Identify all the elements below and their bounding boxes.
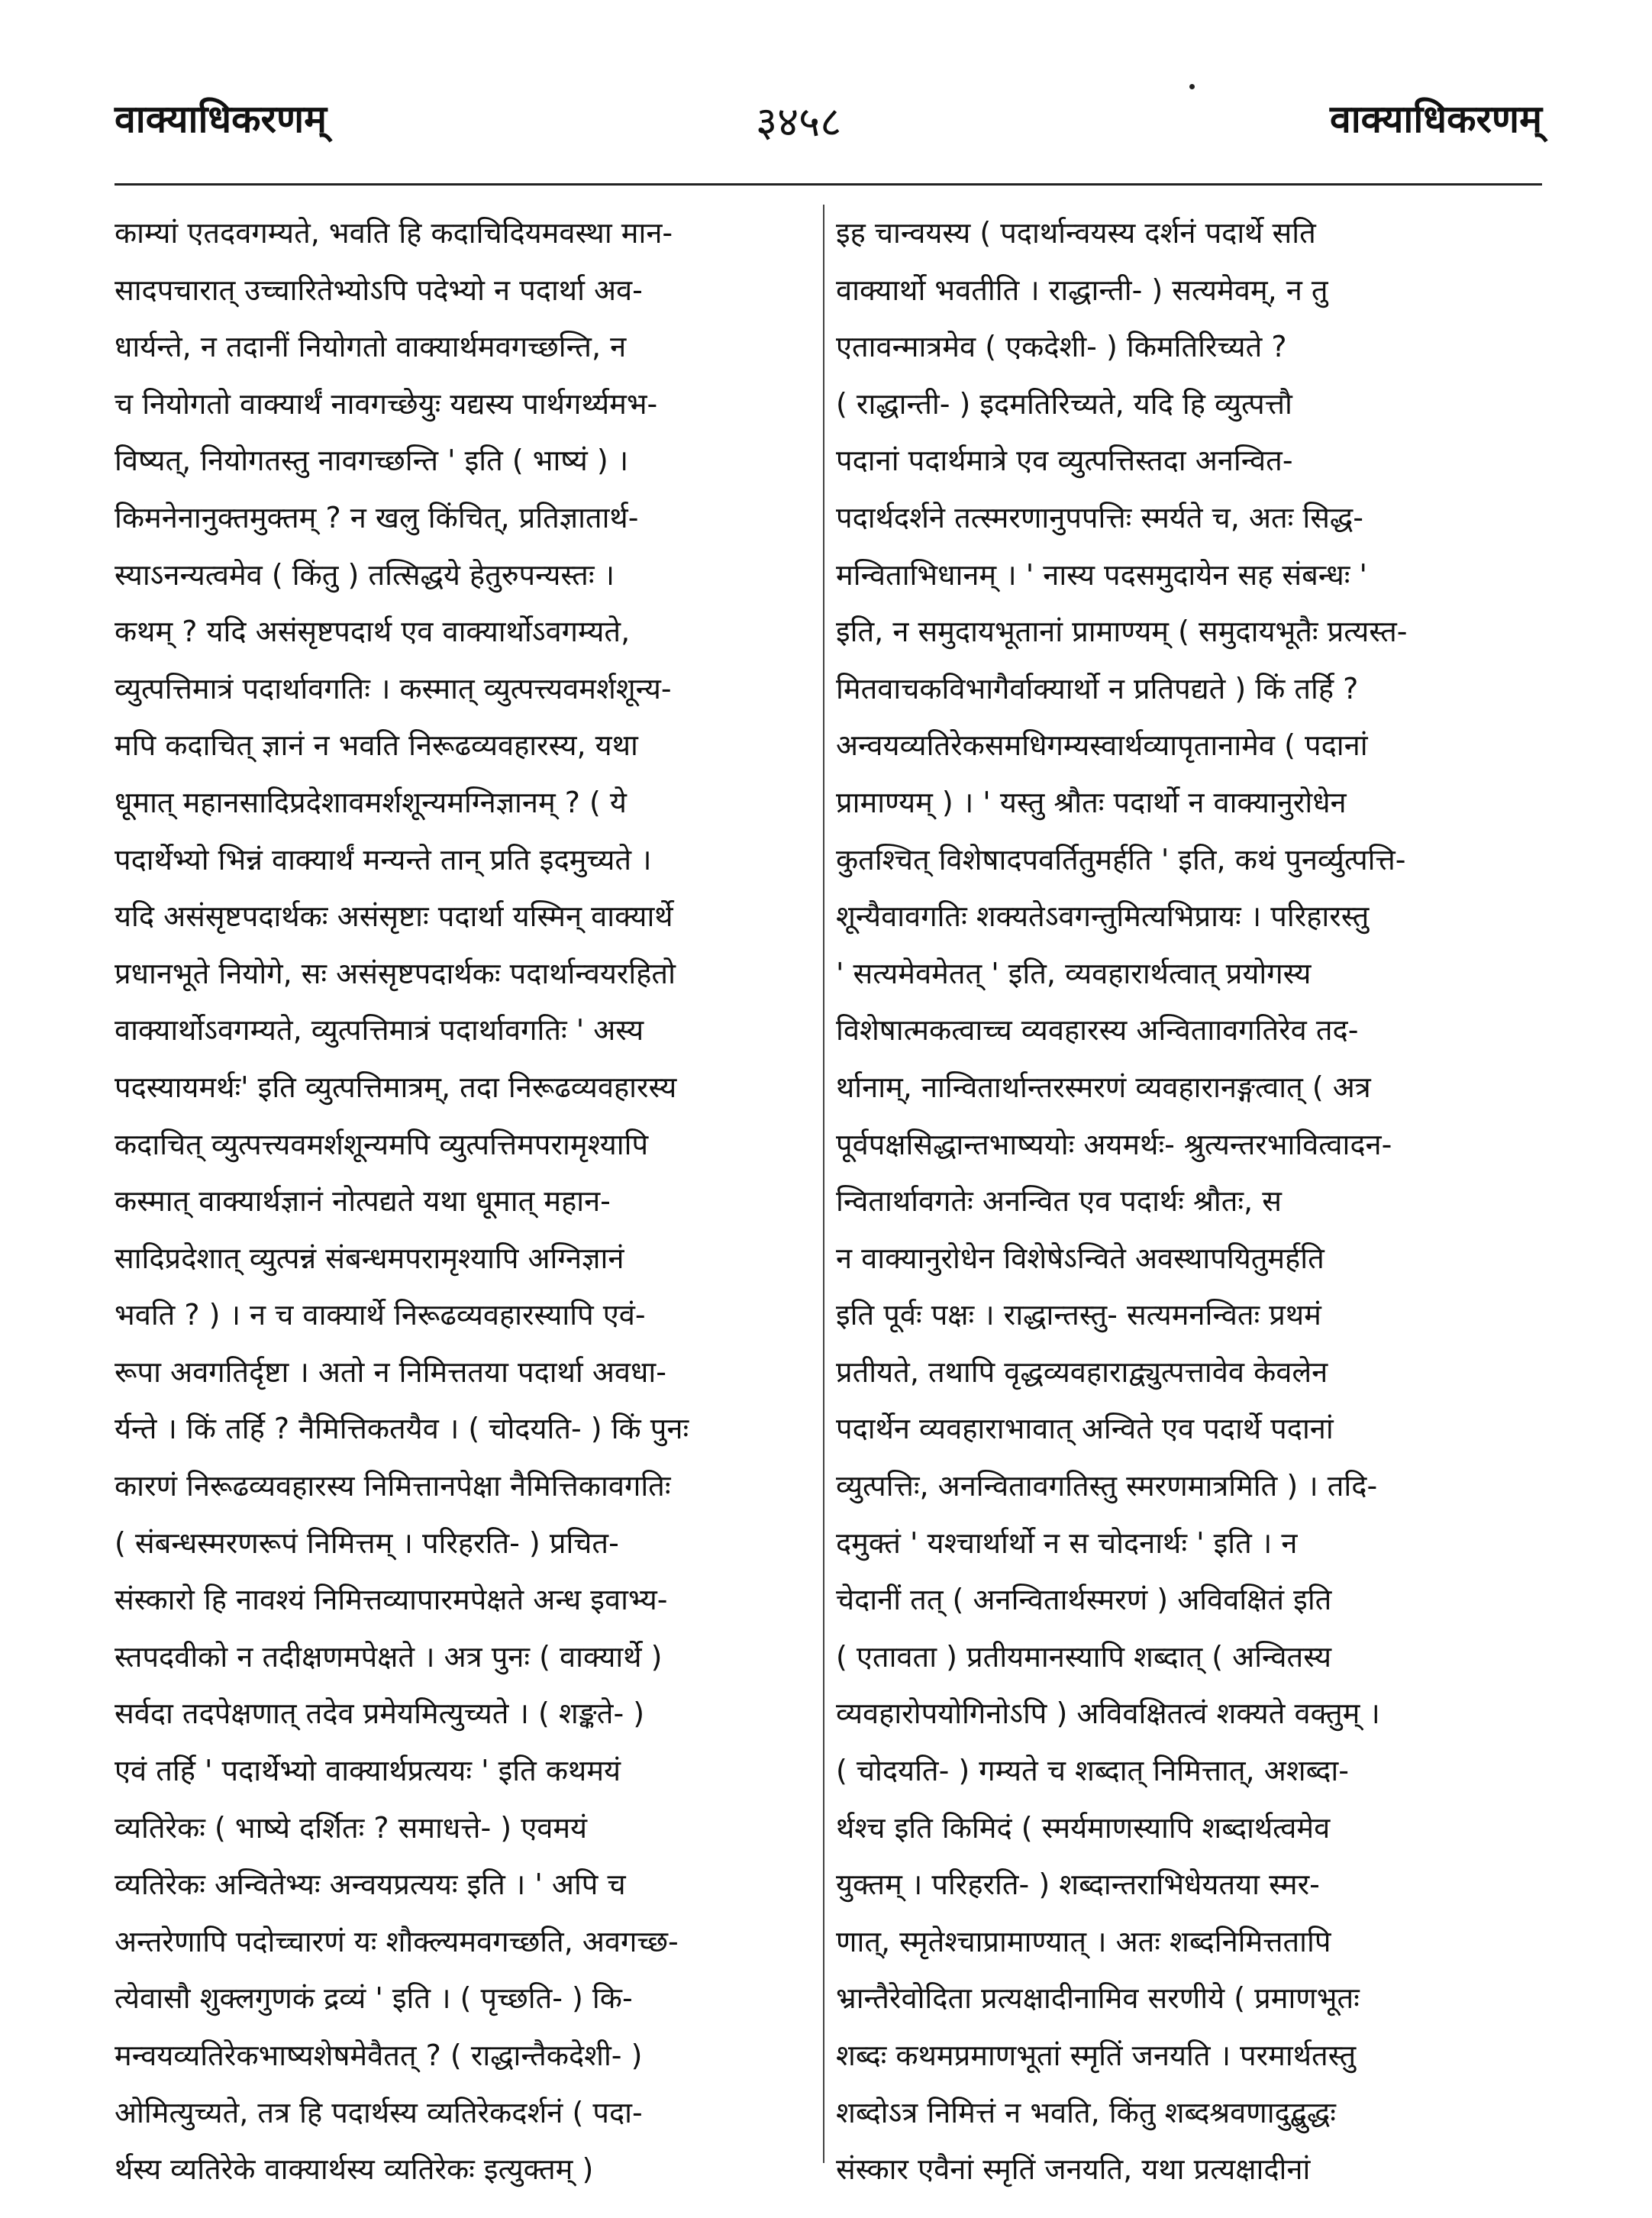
- text-line: ( राद्धान्ती- ) इदमतिरिच्यते, यदि हि व्युत्पत्तौ: [836, 386, 1292, 421]
- text-line: पदार्थेभ्यो भिन्नं वाक्यार्थं मन्यन्ते तान् प्रति इदमुच्यते ।: [115, 842, 652, 877]
- text-line: र्यन्ते । किं तर्हि ? नैमित्तिकतयैव । ( चोदयति- ) किं पुनः: [115, 1412, 689, 1446]
- text-line: व्यवहारोपयोगिनोऽपि ) अविवक्षितत्वं शक्यते वक्तुम् ।: [836, 1697, 1380, 1731]
- text-line: ( चोदयति- ) गम्यते च शब्दात् निमित्तात्, अशब्दा-: [836, 1754, 1349, 1788]
- text-line: स्याऽनन्यत्वमेव ( किंतु ) तत्सिद्धये हेतुरुपन्यस्तः ।: [115, 557, 615, 592]
- text-line: एतावन्मात्रमेव ( एकदेशी- ) किमतिरिच्यते ?: [836, 330, 1287, 364]
- text-line: संस्कार एवैनां स्मृतिं जनयति, यथा प्रत्यक्षादीनां: [836, 2152, 1311, 2187]
- text-line: त्येवासौ शुक्लगुणकं द्रव्यं ' इति । ( पृच्छति- ) कि-: [115, 1981, 633, 2016]
- text-line: वाक्यार्थो भवतीति । राद्धान्ती- ) सत्यमेवम्, न तु: [836, 273, 1328, 307]
- text-line: इति, न समुदायभूतानां प्रामाण्यम् ( समुदायभूतैः प्रत्यस्त-: [836, 615, 1408, 649]
- text-line: स्तपदवीको न तदीक्षणमपेक्षते । अत्र पुनः ( वाक्यार्थे ): [115, 1639, 663, 1674]
- text-line: सादपचारात् उच्चारितेभ्योऽपि पदेभ्यो न पदार्था अव-: [115, 273, 643, 307]
- text-line: र्थश्च इति किमिदं ( स्मर्यमाणस्यापि शब्दार्थत्वमेव: [836, 1810, 1331, 1845]
- text-line: इह चान्वयस्य ( पदार्थान्वयस्य दर्शनं पदार्थे सति: [836, 216, 1316, 250]
- text-line: न्वितार्थावगतेः अनन्वित एव पदार्थः श्रौतः, स: [836, 1184, 1282, 1219]
- text-line: र्थस्य व्यतिरेके वाक्यार्थस्य व्यतिरेकः इत्युक्तम् ): [115, 2152, 594, 2187]
- text-line: प्रधानभूते नियोगे, सः असंसृष्टपदार्थकः पदार्थान्वयरहितो: [115, 956, 676, 990]
- text-line: रूपा अवगतिर्दृष्टा । अतो न निमित्ततया पदार्था अवधा-: [115, 1354, 666, 1389]
- ink-dot: [1189, 84, 1195, 89]
- text-line: अन्तरेणापि पदोच्चारणं यः शौक्ल्यमवगच्छति, अवगच्छ-: [115, 1924, 679, 1958]
- text-line: सर्वदा तदपेक्षणात् तदेव प्रमेयमित्युच्यते । ( शङ्कते- ): [115, 1697, 645, 1731]
- text-line: पदानां पदार्थमात्रे एव व्युत्पत्तिस्तदा अनन्वित-: [836, 444, 1293, 478]
- text-line: प्रामाण्यम् ) । ' यस्तु श्रौतः पदार्थो न वाक्यानुरोधेन: [836, 785, 1347, 819]
- text-line: शब्दः कथमप्रमाणभूतां स्मृतिं जनयति । परमार्थतस्तु: [836, 2039, 1357, 2072]
- text-line: इति पूर्वः पक्षः । राद्धान्तस्तु- सत्यमनन्वितः प्रथमं: [836, 1298, 1321, 1332]
- header-rule: [115, 183, 1542, 186]
- text-line: ( संबन्धस्मरणरूपं निमित्तम् । परिहरति- ) प्रचित-: [115, 1525, 619, 1560]
- text-line: ओमित्युच्यते, तत्र हि पदार्थस्य व्यतिरेकदर्शनं ( पदा-: [115, 2095, 643, 2129]
- column-divider: [823, 205, 824, 2163]
- text-line: ( एतावता ) प्रतीयमानस्यापि शब्दात् ( अन्वितस्य: [836, 1639, 1332, 1674]
- text-line: दमुक्तं ' यश्चार्थार्थो न स चोदनार्थः ' इति । न: [836, 1525, 1298, 1560]
- page-number: ३४५८: [756, 98, 842, 146]
- text-line: युक्तम् । परिहरति- ) शब्दान्तराभिधेयतया स्मर-: [836, 1868, 1320, 1902]
- text-line: भवति ? ) । न च वाक्यार्थे निरूढव्यवहारस्यापि एवं-: [115, 1298, 646, 1332]
- text-line: शून्यैवावगतिः शक्यतेऽवगन्तुमित्यभिप्रायः । परिहारस्तु: [836, 899, 1370, 934]
- text-line: चेदानीं तत् ( अनन्वितार्थस्मरणं ) अविवक्षितं इति: [836, 1583, 1332, 1617]
- running-title-right: वाक्याधिकरणम्: [1329, 97, 1542, 141]
- text-line: च नियोगतो वाक्यार्थं नावगच्छेयुः यद्यस्य पार्थगर्थ्यमभ-: [115, 386, 658, 421]
- right-column: [836, 205, 1531, 2198]
- text-line: पूर्वपक्षसिद्धान्तभाष्ययोः अयमर्थः- श्रुत्यन्तरभावित्वादन-: [836, 1127, 1392, 1161]
- text-line: व्यतिरेकः ( भाष्ये दर्शितः ? समाधत्ते- ) एवमयं: [115, 1810, 588, 1845]
- text-line: मपि कदाचित् ज्ञानं न भवति निरूढव्यवहारस्य, यथा: [115, 728, 638, 763]
- text-line: ' सत्यमेवमेतत् ' इति, व्यवहारार्थत्वात् प्रयोगस्य: [836, 956, 1312, 990]
- text-line: प्रतीयते, तथापि वृद्धव्यवहाराद्व्युत्पत्तावेव केवलेन: [836, 1354, 1328, 1389]
- text-line: धूमात् महानसादिप्रदेशावमर्शशून्यमग्निज्ञानम् ? ( ये: [115, 785, 627, 819]
- text-line: पदार्थेन व्यवहाराभावात् अन्विते एव पदार्थे पदानां: [836, 1412, 1334, 1446]
- text-line: वाक्यार्थोऽवगम्यते, व्युत्पत्तिमात्रं पदार्थावगतिः ' अस्य: [115, 1013, 644, 1048]
- text-line: विशेषात्मकत्वाच्च व्यवहारस्य अन्विताावगतिरेव तद-: [836, 1013, 1359, 1048]
- text-line: कदाचित् व्युत्पत्त्यवमर्शशून्यमपि व्युत्पत्तिमपरामृश्यापि: [115, 1127, 649, 1161]
- text-line: व्युत्पत्तिमात्रं पदार्थावगतिः । कस्मात् व्युत्पत्त्यवमर्शशून्य-: [115, 671, 672, 705]
- text-line: कस्मात् वाक्यार्थज्ञानं नोत्पद्यते यथा धूमात् महान-: [115, 1184, 611, 1219]
- text-line: कथम् ? यदि असंसृष्टपदार्थ एव वाक्यार्थोऽवगम्यते,: [115, 615, 631, 649]
- text-line: संस्कारो हि नावश्यं निमित्तव्यापारमपेक्षते अन्ध इवाभ्य-: [115, 1583, 668, 1617]
- text-line: व्यतिरेकः अन्वितेभ्यः अन्वयप्रत्ययः इति । ' अपि च: [115, 1868, 626, 1902]
- text-line: सादिप्रदेशात् व्युत्पन्नं संबन्धमपरामृश्यापि अग्निज्ञानं: [115, 1241, 624, 1275]
- text-line: शब्दोऽत्र निमित्तं न भवति, किंतु शब्दश्रवणादुद्बुद्धः: [836, 2095, 1336, 2129]
- left-column: [115, 205, 805, 2198]
- text-line: किमनेनानुक्तमुक्तम् ? न खलु किंचित्, प्रतिज्ञातार्थ-: [115, 500, 639, 534]
- text-line: यदि असंसृष्टपदार्थकः असंसृष्टाः पदार्था यस्मिन् वाक्यार्थे: [115, 899, 673, 934]
- text-line: पदस्यायमर्थः' इति व्युत्पत्तिमात्रम्, तदा निरूढव्यवहारस्य: [115, 1070, 677, 1104]
- page-header: [115, 92, 1542, 160]
- running-title-left: वाक्याधिकरणम्: [115, 97, 327, 141]
- text-line: धार्यन्ते, न तदानीं नियोगतो वाक्यार्थमवगच्छन्ति, न: [115, 330, 627, 364]
- text-line: र्थानाम्, नान्वितार्थान्तरस्मरणं व्यवहारानङ्गत्वात् ( अत्र: [836, 1070, 1371, 1104]
- text-line: णात्, स्मृतेश्चाप्रामाण्यात् । अतः शब्दनिमित्ततापि: [836, 1924, 1331, 1958]
- text-line: कुतश्चित् विशेषादपवर्तितुमर्हति ' इति, कथं पुनर्व्युत्पत्ति-: [836, 842, 1406, 877]
- text-line: न वाक्यानुरोधेन विशेषेऽन्विते अवस्थापयितुमर्हति: [836, 1241, 1325, 1275]
- text-line: भ्रान्तैरेवोदिता प्रत्यक्षादीनामिव सरणीये ( प्रमाणभूतः: [836, 1981, 1360, 2016]
- text-line: काम्यां एतदवगम्यते, भवति हि कदाचिदियमवस्था मान-: [115, 216, 673, 250]
- text-line: कारणं निरूढव्यवहारस्य निमित्तानपेक्षा नैमित्तिकावगतिः: [115, 1469, 671, 1503]
- text-line: विष्यत्, नियोगतस्तु नावगच्छन्ति ' इति ( भाष्यं ) ।: [115, 444, 629, 478]
- text-line: व्युत्पत्तिः, अनन्वितावगतिस्तु स्मरणमात्रमिति ) । तदि-: [836, 1469, 1378, 1503]
- text-line: पदार्थदर्शने तत्स्मरणानुपपत्तिः स्मर्यते च, अतः सिद्ध-: [836, 500, 1363, 534]
- text-line: मन्वयव्यतिरेकभाष्यशेषमेवैतत् ? ( राद्धान्तैकदेशी- ): [115, 2039, 643, 2072]
- text-line: मन्विताभिधानम् । ' नास्य पदसमुदायेन सह संबन्धः ': [836, 557, 1367, 592]
- text-line: एवं तर्हि ' पदार्थेभ्यो वाक्यार्थप्रत्ययः ' इति कथमयं: [115, 1754, 621, 1788]
- text-line: अन्वयव्यतिरेकसमधिगम्यस्वार्थव्यापृतानामेव ( पदानां: [836, 728, 1368, 763]
- text-line: मितवाचकविभागैर्वाक्यार्थो न प्रतिपद्यते ) किं तर्हि ?: [836, 671, 1359, 705]
